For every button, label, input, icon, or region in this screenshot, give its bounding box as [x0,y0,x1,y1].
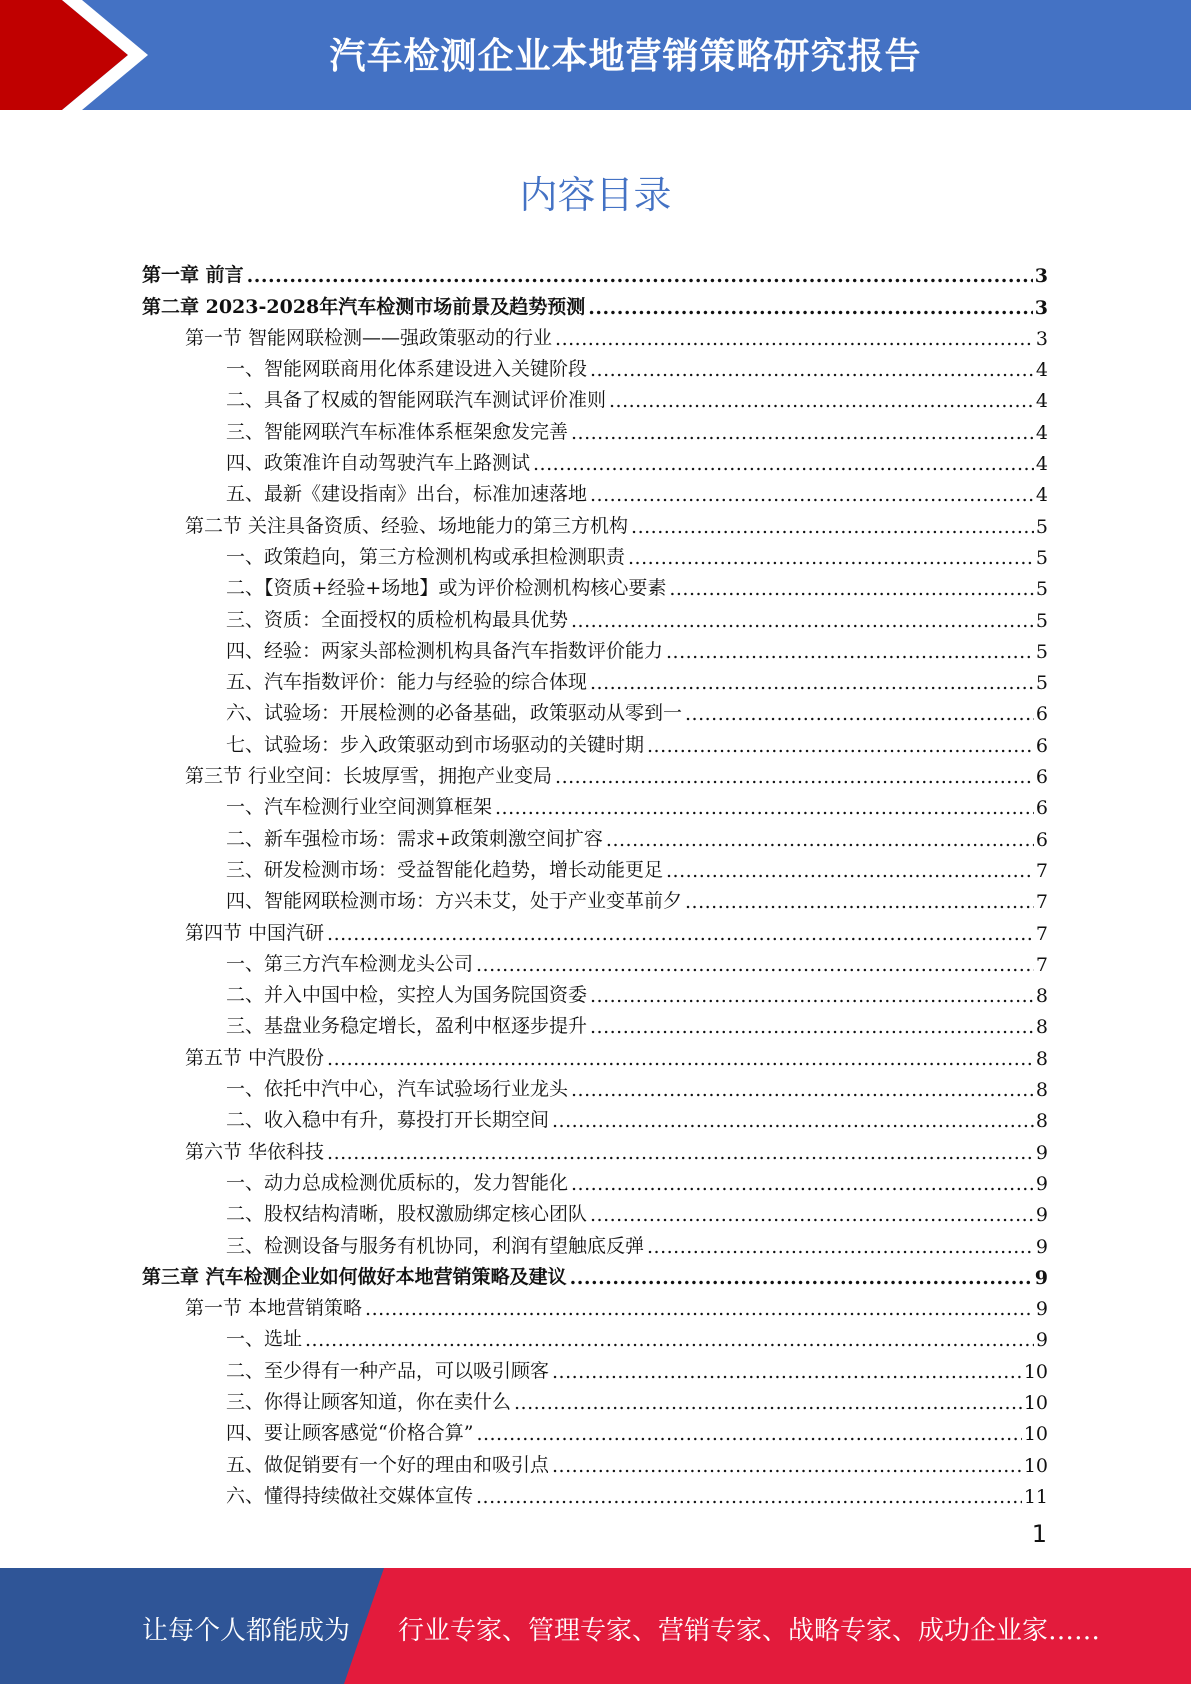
toc-entry-label: 三、你得让顾客知道，你在卖什么 [226,1390,512,1413]
toc-entry-label: 一、智能网联商用化体系建设进入关键阶段 [226,358,588,381]
toc-leader-dots [685,703,1034,725]
toc-entry[interactable] [142,319,1048,350]
toc-entry-page: 5 [1035,672,1048,695]
toc-leader-dots [609,390,1034,412]
toc-entry-page: 8 [1035,1047,1048,1070]
toc-entry-page: 5 [1035,640,1048,663]
toc-entry-label: 五、汽车指数评价：能力与经验的综合体现 [226,671,588,694]
toc-entry-page: 9 [1035,1141,1048,1164]
toc-entry-label: 第四节 中国汽研 [185,921,325,944]
toc-entry-label: 第一节 智能网联检测——强政策驱动的行业 [185,326,553,349]
toc-leader-dots [590,1204,1034,1226]
toc-leader-dots [555,766,1034,788]
toc-entry[interactable] [142,506,1048,537]
toc-entry-page: 9 [1035,1329,1048,1352]
toc-entry[interactable] [142,851,1048,882]
toc-entry-label: 五、最新《建设指南》出台，标准加速落地 [226,483,588,506]
toc-entry-label: 五、做促销要有一个好的理由和吸引点 [226,1453,550,1476]
toc-entry[interactable] [142,976,1048,1007]
toc-leader-dots [555,328,1034,350]
toc-leader-dots [571,610,1034,632]
toc-entry-label: 一、动力总成检测优质标的，发力智能化 [226,1171,569,1194]
toc-leader-dots [476,1486,1022,1508]
toc-entry-label: 第三节 行业空间：长坡厚雪，拥抱产业变局 [185,765,553,788]
toc-leader-dots [628,547,1034,569]
report-title: 汽车检测企业本地营销策略研究报告 [329,36,922,77]
toc-entry[interactable] [142,1477,1048,1508]
footer-slogan-left: 让每个人都能成为 [142,1616,351,1646]
toc-entry-page: 9 [1034,1266,1048,1289]
toc-leader-dots [476,954,1034,976]
toc-entry-page: 8 [1035,1110,1048,1133]
toc-entry-page: 4 [1035,421,1048,444]
toc-entry-page: 8 [1035,1079,1048,1102]
toc-entry-page: 4 [1035,484,1048,507]
toc-leader-dots [327,923,1034,945]
toc-entry-label: 四、智能网联检测市场：方兴未艾，处于产业变革前夕 [226,890,683,913]
page-footer [0,1568,1191,1684]
page-number: 1 [1031,1520,1047,1548]
toc-entry-page: 5 [1035,578,1048,601]
toc-entry[interactable] [142,381,1048,412]
toc-leader-dots [669,578,1034,600]
toc-entry-label: 第二章 2023-2028年汽车检测市场前景及趋势预测 [142,295,586,318]
toc-entry-label: 四、政策准许自动驾驶汽车上路测试 [226,452,531,475]
toc-leader-dots [305,1329,1034,1351]
toc-leader-dots [588,297,1033,319]
toc-entry-label: 一、依托中汽中心，汽车试验场行业龙头 [226,1078,569,1101]
toc-entry-label: 四、经验：两家头部检测机构具备汽车指数评价能力 [226,639,664,662]
toc-entry-page: 6 [1035,797,1048,820]
toc-leader-dots [552,1110,1034,1132]
toc-entry-page: 4 [1035,390,1048,413]
toc-leader-dots [495,797,1034,819]
toc-entry[interactable] [142,600,1048,631]
toc-entry-page: 5 [1035,515,1048,538]
toc-entry-page: 3 [1034,296,1048,319]
toc-entry[interactable] [142,1038,1048,1069]
toc-leader-dots [571,1173,1034,1195]
toc-entry-label: 二、收入稳中有升，募投打开长期空间 [226,1109,550,1132]
toc-entry-page: 6 [1035,734,1048,757]
toc-entry[interactable] [142,350,1048,381]
toc-entry-label: 三、基盘业务稳定增长，盈利中枢逐步提升 [226,1015,588,1038]
toc-entry-page: 9 [1035,1235,1048,1258]
toc-entry[interactable] [142,882,1048,913]
toc-leader-dots [247,265,1033,287]
toc-entry-label: 第二节 关注具备资质、经验、场地能力的第三方机构 [185,514,629,537]
page-header [0,0,1191,110]
toc-entry-page: 6 [1035,766,1048,789]
toc-entry[interactable] [142,1258,1048,1289]
toc-entry-label: 二、股权结构清晰，股权激励绑定核心团队 [226,1203,588,1226]
toc-entry[interactable] [142,788,1048,819]
toc-entry-page: 7 [1035,859,1048,882]
toc-leader-dots [365,1298,1034,1320]
toc-entry-label: 一、汽车检测行业空间测算框架 [226,796,493,819]
toc-entry[interactable] [142,538,1048,569]
toc-entry-label: 第六节 华依科技 [185,1140,325,1163]
toc-entry[interactable] [142,663,1048,694]
toc-heading: 内容目录 [519,173,672,217]
toc-entry-page: 10 [1023,1391,1048,1414]
toc-entry-page: 10 [1023,1423,1048,1446]
toc-entry-label: 二、新车强检市场：需求+政策刺激空间扩容 [226,827,603,850]
toc-entry-page: 11 [1023,1485,1048,1508]
toc-entry-page: 8 [1035,985,1048,1008]
toc-entry-label: 二、具备了权威的智能网联汽车测试评价准则 [226,389,607,412]
toc-entry-label: 二、并入中国中检，实控人为国务院国资委 [226,984,588,1007]
toc-leader-dots [327,1142,1034,1164]
toc-entry-page: 7 [1035,891,1048,914]
toc-entry[interactable] [142,1164,1048,1195]
toc-entry-page: 4 [1035,453,1048,476]
toc-leader-dots [631,516,1034,538]
toc-leader-dots [590,985,1034,1007]
table-of-contents [142,256,1048,1508]
toc-entry-page: 6 [1035,703,1048,726]
toc-entry-page: 5 [1035,546,1048,569]
toc-entry[interactable] [142,569,1048,600]
toc-entry-label: 二、【资质+经验+场地】或为评价检测机构核心要素 [226,577,667,600]
toc-entry[interactable] [142,694,1048,725]
toc-entry-label: 六、试验场：开展检测的必备基础，政策驱动从零到一 [226,702,683,725]
toc-entry-page: 9 [1035,1172,1048,1195]
toc-entry[interactable] [142,1445,1048,1476]
toc-entry-page: 9 [1035,1204,1048,1227]
toc-leader-dots [647,735,1034,757]
toc-leader-dots [590,359,1034,381]
toc-entry-page: 6 [1035,828,1048,851]
toc-leader-dots [476,1423,1021,1445]
toc-entry[interactable] [142,287,1048,318]
toc-entry[interactable] [142,256,1048,287]
toc-entry-page: 10 [1023,1454,1048,1477]
toc-entry[interactable] [142,819,1048,850]
toc-leader-dots [666,641,1034,663]
toc-entry[interactable] [142,1289,1048,1320]
toc-entry[interactable] [142,913,1048,944]
toc-entry-label: 四、要让顾客感觉“价格合算” [226,1422,474,1445]
toc-leader-dots [590,1016,1034,1038]
toc-entry-page: 3 [1034,265,1048,288]
toc-leader-dots [606,829,1034,851]
toc-entry-label: 三、资质：全面授权的质检机构最具优势 [226,608,569,631]
toc-leader-dots [570,1267,1033,1289]
toc-entry[interactable] [142,1195,1048,1226]
toc-entry-label: 三、检测设备与服务有机协同，利润有望触底反弹 [226,1234,645,1257]
toc-entry-label: 三、智能网联汽车标准体系框架愈发完善 [226,420,569,443]
toc-entry[interactable] [142,1351,1048,1382]
toc-entry[interactable] [142,1070,1048,1101]
toc-leader-dots [647,1236,1034,1258]
toc-entry-label: 第一节 本地营销策略 [185,1297,363,1320]
toc-entry-label: 一、第三方汽车检测龙头公司 [226,952,474,975]
toc-entry[interactable] [142,444,1048,475]
toc-entry[interactable] [142,632,1048,663]
toc-entry[interactable] [142,757,1048,788]
toc-entry[interactable] [142,1132,1048,1163]
toc-entry-page: 7 [1035,953,1048,976]
toc-entry-label: 六、懂得持续做社交媒体宣传 [226,1484,474,1507]
toc-entry[interactable] [142,1101,1048,1132]
toc-entry-page: 7 [1035,922,1048,945]
toc-leader-dots [552,1455,1022,1477]
toc-entry-label: 七、试验场：步入政策驱动到市场驱动的关键时期 [226,733,645,756]
toc-entry-label: 一、选址 [226,1328,303,1351]
toc-entry-page: 10 [1023,1360,1048,1383]
toc-entry[interactable] [142,1383,1048,1414]
toc-entry[interactable] [142,1226,1048,1257]
toc-leader-dots [685,891,1034,913]
toc-leader-dots [590,484,1034,506]
toc-entry[interactable] [142,412,1048,443]
toc-entry[interactable] [142,725,1048,756]
toc-entry-label: 三、研发检测市场：受益智能化趋势，增长动能更足 [226,858,664,881]
toc-entry-page: 5 [1035,609,1048,632]
toc-leader-dots [533,453,1034,475]
toc-entry[interactable] [142,1007,1048,1038]
toc-leader-dots [552,1361,1022,1383]
toc-entry-page: 9 [1035,1298,1048,1321]
toc-entry[interactable] [142,475,1048,506]
toc-entry-label: 第一章 前言 [142,264,244,287]
toc-leader-dots [514,1392,1022,1414]
toc-entry-label: 第五节 中汽股份 [185,1046,325,1069]
footer-slogan-right: 行业专家、管理专家、营销专家、战略专家、成功企业家…… [398,1616,1101,1646]
toc-entry-label: 第三章 汽车检测企业如何做好本地营销策略及建议 [142,1265,567,1288]
toc-entry-label: 二、至少得有一种产品，可以吸引顾客 [226,1359,550,1382]
toc-leader-dots [571,1079,1034,1101]
toc-entry[interactable] [142,945,1048,976]
toc-entry[interactable] [142,1320,1048,1351]
toc-entry[interactable] [142,1414,1048,1445]
toc-entry-page: 3 [1035,327,1048,350]
toc-leader-dots [666,860,1034,882]
toc-entry-page: 4 [1035,359,1048,382]
toc-entry-page: 8 [1035,1016,1048,1039]
toc-entry-label: 一、政策趋向，第三方检测机构或承担检测职责 [226,545,626,568]
toc-leader-dots [571,422,1034,444]
toc-leader-dots [327,1048,1034,1070]
toc-leader-dots [590,672,1034,694]
